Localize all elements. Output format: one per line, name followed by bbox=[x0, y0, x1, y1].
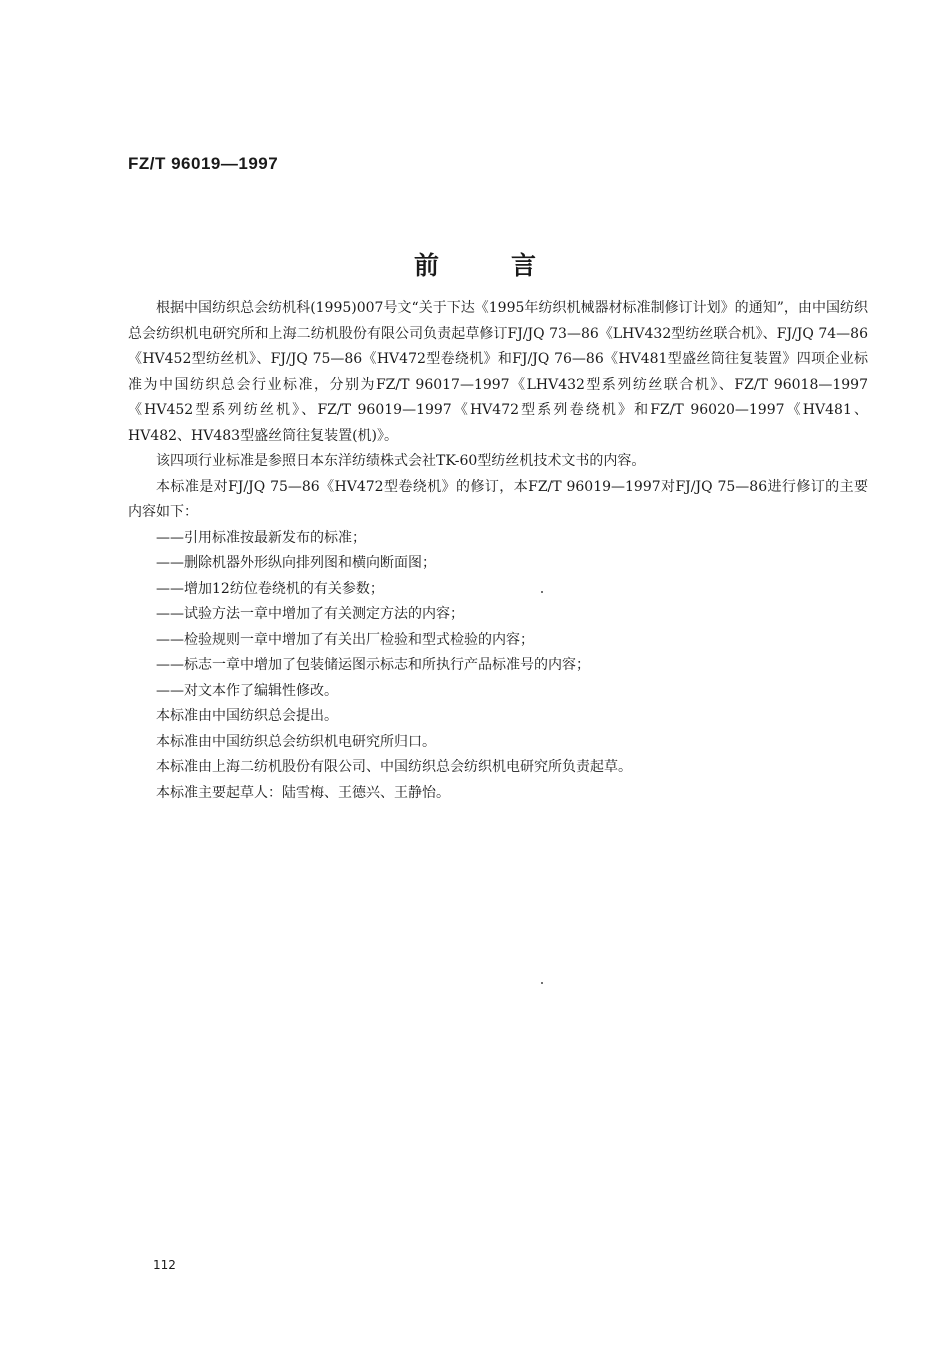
proposer-statement: 本标准由中国纺织总会提出。 bbox=[156, 708, 338, 724]
scan-speck bbox=[541, 591, 543, 593]
change-item: ——引用标准按最新发布的标准； bbox=[156, 529, 366, 546]
change-item: ——对文本作了编辑性修改。 bbox=[156, 682, 338, 699]
authors-statement: 本标准主要起草人：陆雪梅、王德兴、王静怡。 bbox=[156, 784, 450, 801]
changes-list bbox=[128, 526, 868, 705]
jurisdiction-statement: 本标准由中国纺织总会纺织机电研究所归口。 bbox=[156, 733, 436, 750]
drafter-statement: 本标准由上海二纺机股份有限公司、中国纺织总会纺织机电研究所负责起草。 bbox=[156, 759, 632, 775]
document-body bbox=[128, 296, 868, 806]
page-number: 112 bbox=[153, 1258, 176, 1272]
change-item: ——增加12纺位卷绕机的有关参数； bbox=[156, 580, 384, 597]
change-item: ——删除机器外形纵向排列图和横向断面图； bbox=[156, 555, 436, 571]
scan-speck bbox=[541, 982, 543, 984]
page-title: 前言 bbox=[413, 251, 608, 280]
standard-code: FZ/T 96019—1997 bbox=[128, 154, 279, 173]
reference-paragraph: 该四项行业标准是参照日本东洋纺绩株式会社TK-60型纺丝机技术文书的内容。 bbox=[156, 453, 646, 469]
change-item: ——试验方法一章中增加了有关测定方法的内容； bbox=[156, 606, 464, 622]
closing-statements bbox=[128, 704, 868, 806]
intro-paragraph: 根据中国纺织总会纺机科(1995)007号文“关于下达《1995年纺织机械器材标准制修订计划》的通知”，由中国纺织总会纺织机电研究所和上海二纺机股份有限公司负责起草修订FJ/JQ 73—86《LHV432型纺丝联合机》、FJ/JQ 74—86《HV452型纺丝机》、FJ/JQ 75—86《HV472型卷绕机》和FJ/JQ 76—86《HV481型盛丝筒往复装置》四项企业标准为中国纺织总会行业标准，分别为FZ/T 96017—1997《LHV432型系列纺丝联合机》、FZ/T 96018—1997《HV452型系列纺丝机》、FZ/T 96019—1997《HV472型系列卷绕机》和FZ/T 96020—1997《HV481、HV482、HV483型盛丝筒往复装置(机)》。 bbox=[128, 300, 868, 444]
revision-paragraph: 本标准是对FJ/JQ 75—86《HV472型卷绕机》的修订，本FZ/T 96019—1997对FJ/JQ 75—86进行修订的主要内容如下： bbox=[128, 478, 868, 520]
change-item: ——检验规则一章中增加了有关出厂检验和型式检验的内容； bbox=[156, 631, 534, 648]
change-item: ——标志一章中增加了包装储运图示标志和所执行产品标准号的内容； bbox=[156, 657, 590, 673]
